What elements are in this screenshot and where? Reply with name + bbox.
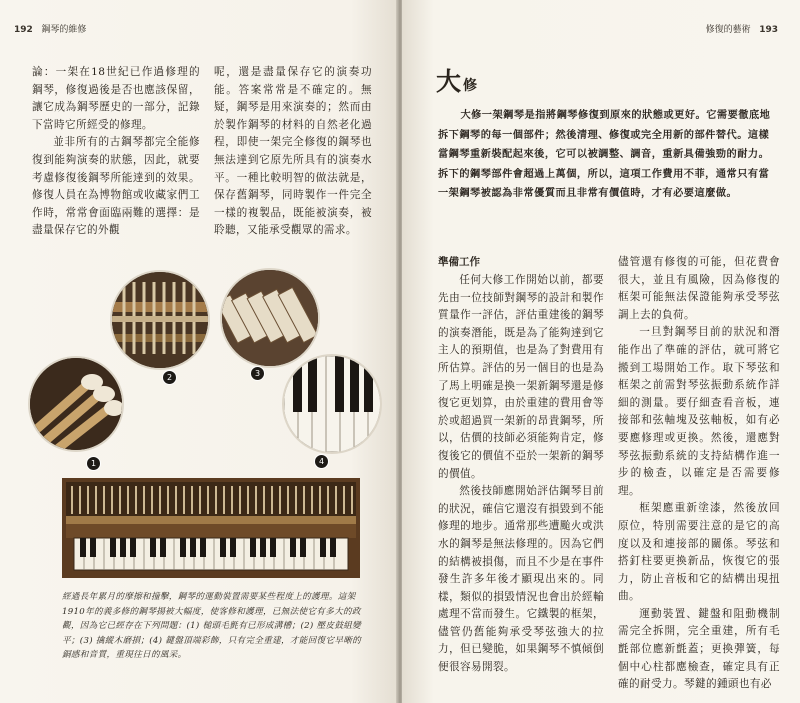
chapter-title-small: 修 [463,78,478,94]
paragraph: 並非所有的古鋼琴都完全能修復到能夠演奏的狀態，因此，就要考慮修復後鋼琴所能達到的效果。修復人員在為博物館或收藏家們工作時，常常會面臨兩難的選擇：是盡量保存它的外觀 [32,136,200,237]
right-column-2 [618,254,780,694]
keyboard-keys-photo [282,354,382,454]
left-running-title: 鋼琴的維修 [41,25,87,35]
right-column-1 [438,272,604,677]
photo-badge-3: 3 [250,366,265,381]
photo-badge-1: 1 [86,456,101,471]
photo-badge-2: 2 [162,370,177,385]
photo-badge-4: 4 [314,454,329,469]
intro-paragraph [438,106,776,204]
intro-text: 大修一架鋼琴是指將鋼琴修復到原來的狀態或更好。它需要徹底地拆下鋼琴的每一個部件；然後清理、修復或完全用新的部件替代。這樣當鋼琴重新裝配起來後，它可以被調整、調音，重新具備強勁的耐力。拆下的鋼琴部件會超過上萬個，所以，這項工作費用不菲，通常只有當一架鋼琴被認為非常優質而且非常有價值時，才有必要這麼做。 [438,110,771,200]
left-page-number: 192 [14,25,33,35]
chapter-title-big: 大 [436,67,462,96]
right-running-title: 修復的藝術 [705,25,751,35]
photo-caption: 經過長年累月的摩擦和撞擊，鋼琴的運動裝置需要某些程度上的護理。這架1910年的義多修的鋼琴揚被大幅度，使客修和護理，已無法使它有多大的政觀，因為它已經存在下列問題：(1) 槌頭毛氈有已形成溝槽；(2) 壓皮鼓組變平；(3) 擒縱木磨損；(4) 鍵盤頂端彩飾，只有完全重建，才能回復它早晰的銅感和音質，重現往日的風采。 [62,592,362,661]
piano-action-photo [110,270,210,370]
right-running-head [706,22,778,35]
paragraph: 然後技師應開始評估鋼琴目前的狀況，確信它還沒有損毀到不能修理的地步。通常那些遭颱火或洪水的鋼琴是無法修理的。因為它們的結構被損傷，而且不少是在事件發生許多年後才顯現出來的。同樣，類似的損毀情況也會出於經輸處理不當而發生。它鐵製的框架，儘管仍舊能夠承受琴弦強大的拉力，但已變脆，如果鋼琴不慎傾倒便很容易開裂。 [438,485,604,674]
chapter-title [436,62,477,98]
left-running-head [14,22,86,35]
paragraph: 儘管還有修復的可能，但花費會很大，並且有風險，因為修復的框架可能無法保證能夠承受琴弦調上去的負荷。 [618,256,780,321]
paragraph: 論：一架在18世紀已作過修理的鋼琴，修復過後是否也應該保留，讓它成為鋼琴歷史的一部分，記錄下當時它所經受的修理。 [32,66,200,131]
paragraph: 呢，還是盡量保存它的演奏功能。答案常常是不確定的。無疑，鋼琴是用來演奏的；然而由於製作鋼琴的材料的自然老化過程，即使一架完全修復的鋼琴也無法達到它原先所具有的演奏水平。一種比較明智的做法就是，保存舊鋼琴，同時製作一件完全一樣的複製品，既能被演奏，被聆聽，又能承受觀眾的需求。 [214,66,372,237]
right-page [402,0,800,703]
paragraph: 一旦對鋼琴目前的狀況和潛能作出了準確的評估，就可將它搬到工場開始工作。取下琴弦和框架之前需對琴弦振動系統作詳細的測量。要仔細查看音板，連接部和弦軸塊及弦軸板，如有必要應修理或更換。然後，還應對琴弦振動系統的支持結構作進一步的檢查，以確定是否需要修理。 [618,326,780,497]
hammer-felt-photo [28,356,124,452]
left-column-2 [214,64,372,240]
piano-action-panorama [62,478,360,578]
left-column-1 [32,64,200,240]
damper-felt-photo [220,268,320,368]
paragraph: 任何大修工作開始以前，都要先由一位技師對鋼琴的設計和製作質量作一評估，評估重建後的鋼琴的演奏潛能，既是為了能夠達到它主人的預期值，也是為了對費用有所估算。評估的另一個目的也是為了馬上明確是換一架新鋼琴還是修復它更划算，由於重建的費用會等於或超過買一架新的昂貴鋼琴，所以，估價的技師必須能夠肯定，修復後它的價值不亞於一架新的鋼琴的價值。 [438,274,604,480]
paragraph: 框架應重新塗漆，然後放回原位，特別需要注意的是它的高度以及和連接部的關係。琴弦和搭釘柱要更換新品，恢復它的張力，防止音板和它的結構出現扭曲。 [618,502,780,603]
section-heading: 準備工作 [438,256,480,268]
piano-parts-photos [24,262,374,474]
left-page [0,0,398,703]
paragraph: 運動裝置、鍵盤和阻動機制需完全拆開，完全重建，所有毛氈部位應新氈蓋；更換彈簧，每個中心柱都應檢查，確定具有正確的耐受力。琴鍵的鍾頭也有必 [618,607,780,691]
right-page-number: 193 [759,25,778,35]
